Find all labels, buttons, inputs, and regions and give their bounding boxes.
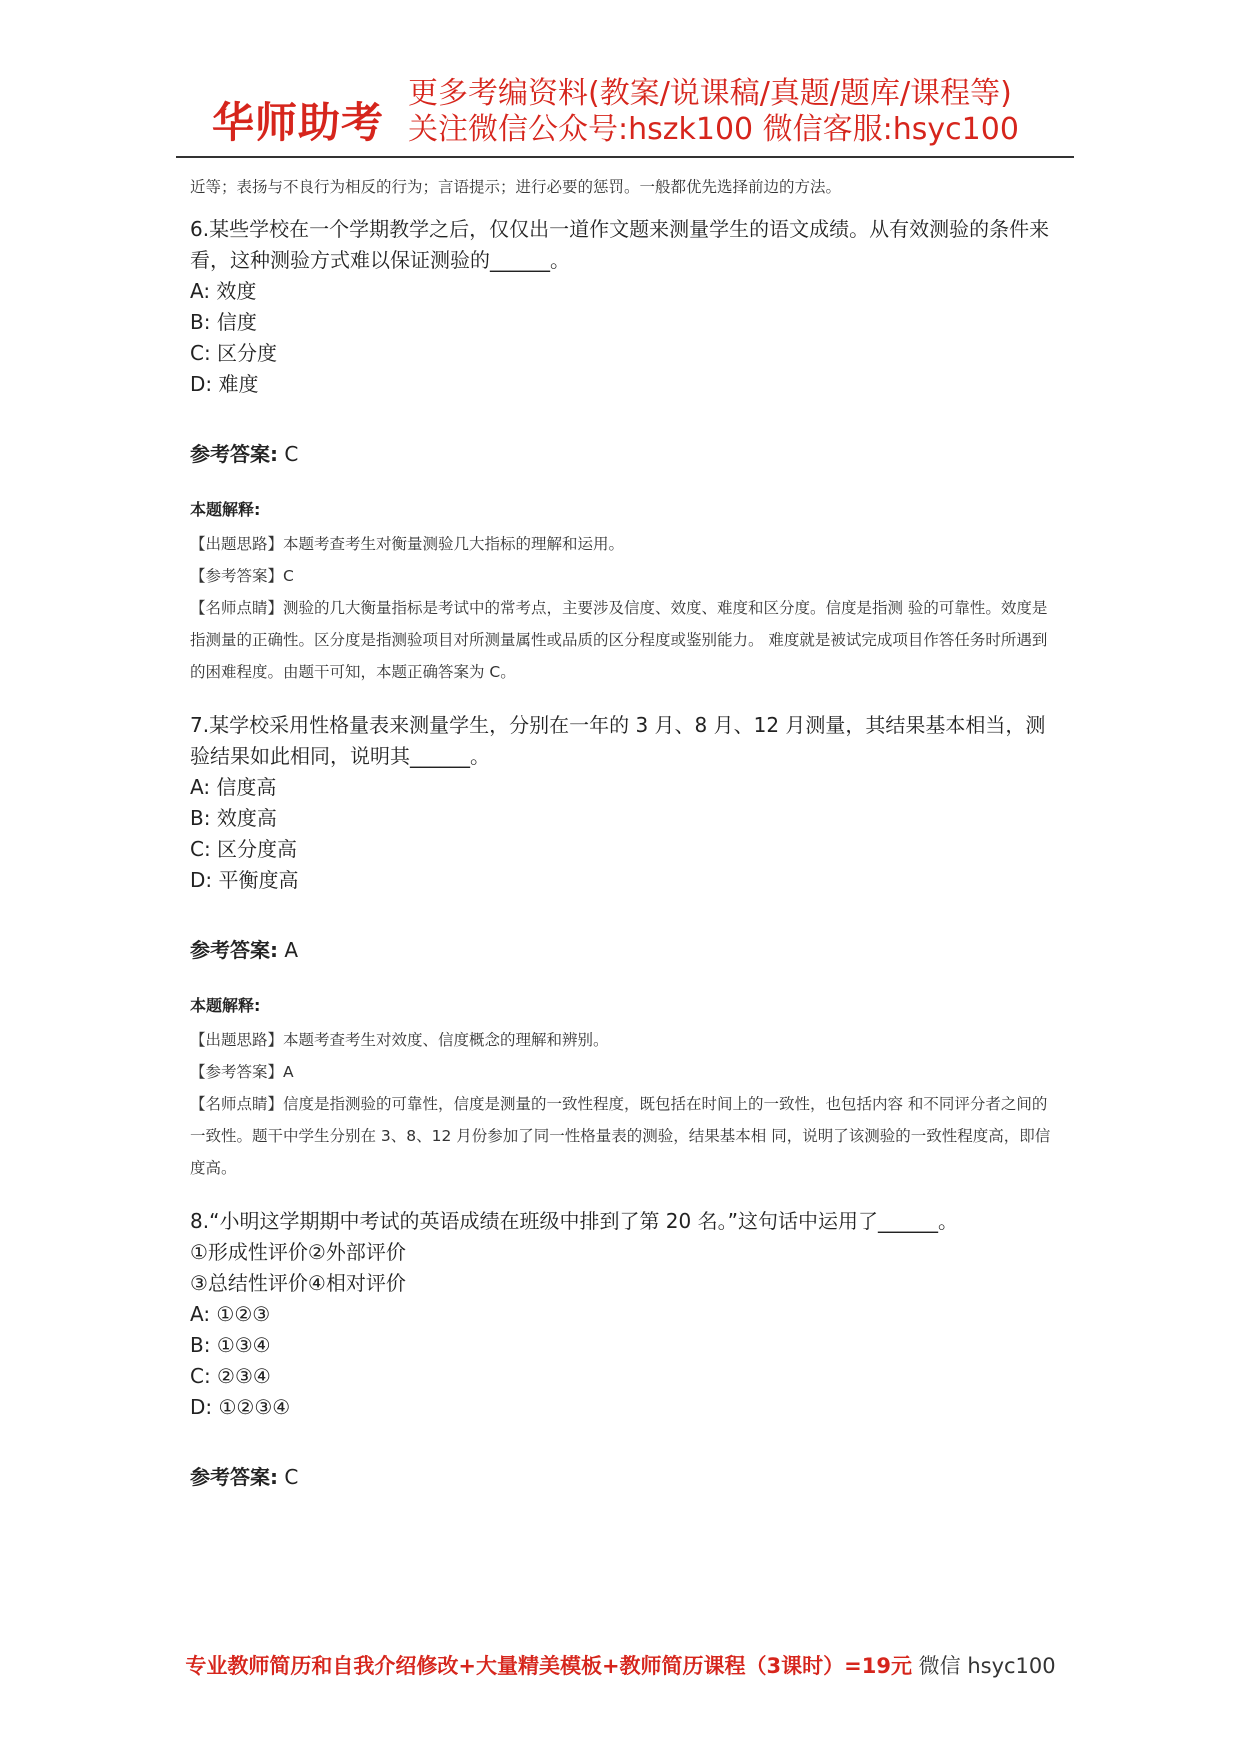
answer-line xyxy=(190,1461,1060,1490)
option-d: D: 难度 xyxy=(190,372,259,396)
explanation-line: 【出题思路】本题考查考生对衡量测验几大指标的理解和运用。 xyxy=(190,535,625,553)
question-stem: 8.“小明这学期期中考试的英语成绩在班级中排到了第 20 名。”这句话中运用了______。 xyxy=(190,1209,958,1233)
promo-line-1: 更多考编资料(教案/说课稿/真题/题库/课程等) xyxy=(408,76,1012,111)
document-body xyxy=(190,176,1060,1520)
question-sub-line: ①形成性评价②外部评价 xyxy=(190,1240,406,1264)
option-a: A: 效度 xyxy=(190,279,257,303)
explanation-line: 【名师点睛】测验的几大衡量指标是考试中的常考点，主要涉及信度、效度、难度和区分度。信度是指测 验的可靠性。效度是指测量的正确性。区分度是指测验项目对所测量属性或品质的区分程度或鉴别能力。 难度就是被试完成项目作答任务时所遇到的困难程度。由题干可知，本题正确答案为 C。 xyxy=(190,599,1048,681)
option-a: A: 信度高 xyxy=(190,775,277,799)
question-stem: 6.某些学校在一个学期教学之后，仅仅出一道作文题来测量学生的语文成绩。从有效测验的条件来看，这种测验方式难以保证测验的______。 xyxy=(190,217,1050,272)
option-c: C: 区分度 xyxy=(190,341,278,365)
answer-value: C xyxy=(278,1465,299,1489)
option-d: D: 平衡度高 xyxy=(190,868,299,892)
question-stem: 7.某学校采用性格量表来测量学生，分别在一年的 3 月、8 月、12 月测量，其结果基本相当，测验结果如此相同，说明其______。 xyxy=(190,713,1046,768)
intro-text: 近等；表扬与不良行为相反的行为；言语提示；进行必要的惩罚。一般都优先选择前边的方法。 xyxy=(190,178,842,196)
answer-label: 参考答案: xyxy=(190,938,278,962)
explanation-line: 【参考答案】A xyxy=(190,1063,294,1081)
question-7 xyxy=(190,710,1060,1184)
option-a: A: ①②③ xyxy=(190,1302,271,1326)
brand-logo: 华师助考 xyxy=(212,98,385,147)
answer-label: 参考答案: xyxy=(190,1465,278,1489)
explanation-title: 本题解释: xyxy=(190,996,261,1015)
footer-wechat: 微信 hsyc100 xyxy=(911,1654,1056,1678)
explanation-title: 本题解释: xyxy=(190,500,261,519)
option-b: B: 信度 xyxy=(190,310,257,334)
footer-ad xyxy=(0,1650,1241,1680)
promo-text xyxy=(408,76,1019,148)
answer-line xyxy=(190,438,1060,467)
question-6 xyxy=(190,214,1060,688)
option-b: B: ①③④ xyxy=(190,1333,271,1357)
option-c: C: ②③④ xyxy=(190,1364,271,1388)
answer-label: 参考答案: xyxy=(190,442,278,466)
explanation-line: 【出题思路】本题考查考生对效度、信度概念的理解和辨别。 xyxy=(190,1031,609,1049)
footer-ad-text: 专业教师简历和自我介绍修改+大量精美模板+教师简历课程（3课时）=19元 xyxy=(185,1654,912,1678)
explanation-line: 【名师点睛】信度是指测验的可靠性，信度是测量的一致性程度，既包括在时间上的一致性，也包括内容 和不同评分者之间的一致性。题干中学生分别在 3、8、12 月份参加了同一性格量表的测验，结果基本相 同，说明了该测验的一致性程度高，即信度高。 xyxy=(190,1095,1051,1177)
explanation-line: 【参考答案】C xyxy=(190,567,294,585)
page-header xyxy=(176,70,1074,158)
option-b: B: 效度高 xyxy=(190,806,277,830)
option-d: D: ①②③④ xyxy=(190,1395,291,1419)
answer-line xyxy=(190,934,1060,963)
question-8 xyxy=(190,1206,1060,1490)
option-c: C: 区分度高 xyxy=(190,837,298,861)
answer-value: A xyxy=(278,938,299,962)
promo-line-2: 关注微信公众号:hszk100 微信客服:hsyc100 xyxy=(408,112,1019,147)
answer-value: C xyxy=(278,442,299,466)
question-sub-line: ③总结性评价④相对评价 xyxy=(190,1271,406,1295)
